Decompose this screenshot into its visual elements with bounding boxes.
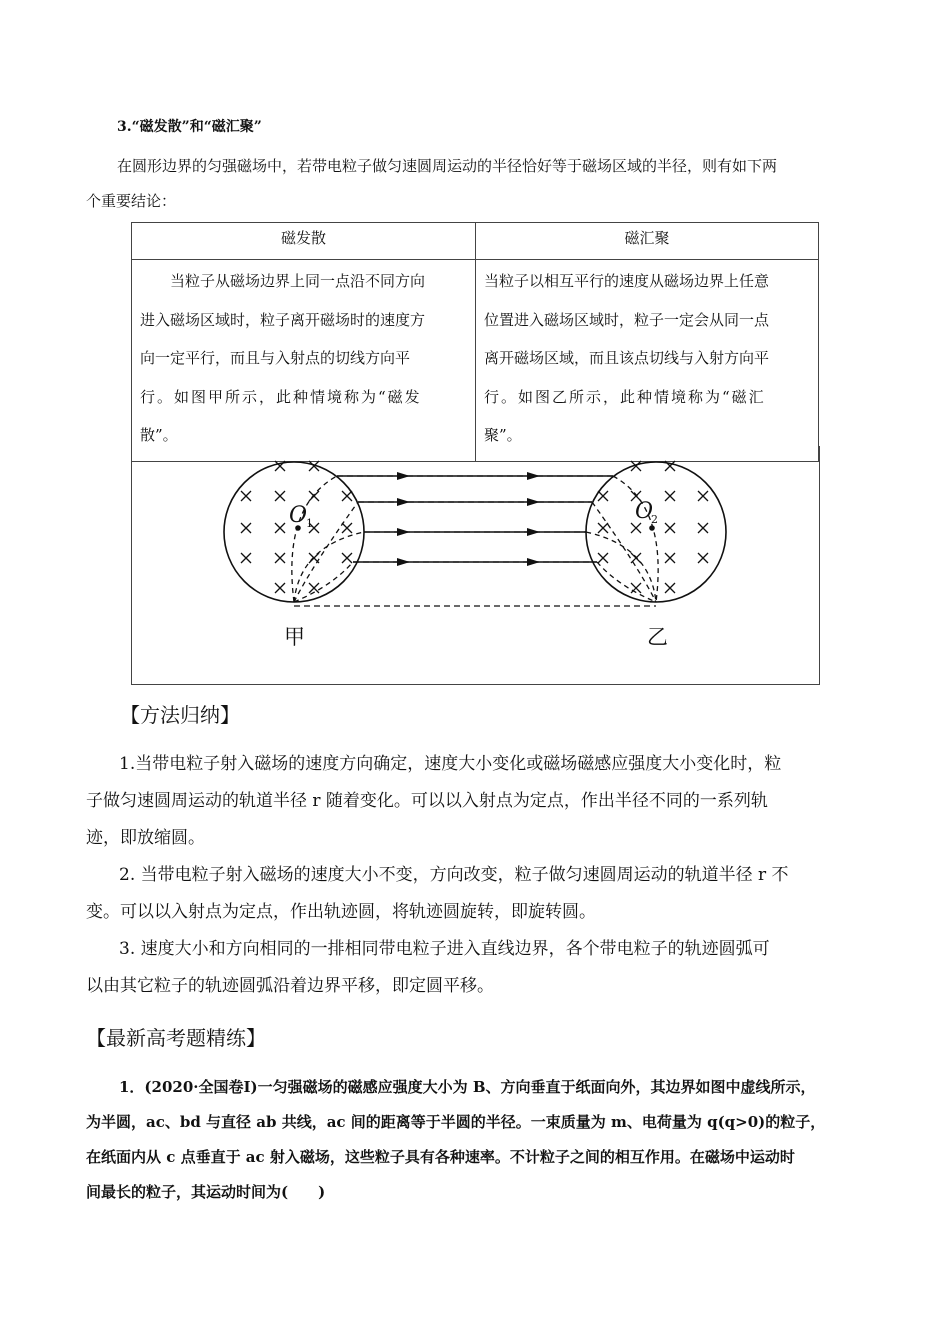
center-sub-left: 1 [306,517,313,530]
header-convergence: 磁汇聚 [476,223,819,260]
arrow-heads [397,472,540,566]
header-divergence: 磁发散 [132,223,476,260]
comparison-table [131,222,819,462]
center-label-right: O [635,499,654,524]
question-1-line-3: 在纸面内从 c 点垂直于 ac 射入磁场，这些粒子具有各种速率。不计粒子之间的相互作用。在磁场中运动时 [86,1148,795,1166]
div-line: 散”。 [140,426,178,444]
intro-line-1: 在圆形边界的匀强磁场中，若带电粒子做匀速圆周运动的半径恰好等于磁场区域的半径，则有如下两 [117,157,778,175]
conv-line: 聚”。 [484,426,522,444]
parallel-velocity-lines [337,476,613,562]
method-p3-l1: 3. 速度大小和方向相同的一排相同带电粒子进入直线边界，各个带电粒子的轨迹圆弧可 [119,939,770,959]
method-p1-l1: 1.当带电粒子射入磁场的速度方向确定，速度大小变化或磁场磁感应强度大小变化时，粒 [119,754,782,774]
method-p2-l1: 2. 当带电粒子射入磁场的速度大小不变，方向改变，粒子做匀速圆周运动的轨道半径 r 不 [119,865,789,885]
figure-label-yi: 乙 [647,625,668,649]
method-p1-l2: 子做匀速圆周运动的轨道半径 r 随着变化。可以以入射点为定点，作出半径不同的一系列轨 [86,791,768,811]
intro-line-2: 个重要结论： [86,192,177,210]
div-line: 向一定平行，而且与入射点的切线方向平 [140,349,411,367]
method-p3-l2: 以由其它粒子的轨迹圆弧沿着边界平移，即定圆平移。 [86,976,494,996]
magnetic-field-diagram [132,446,819,684]
div-line: 行。如图甲所示，此种情境称为“磁发 [140,387,422,406]
center-label-left: O [289,503,308,528]
question-1-line-2: 为半圆，ac、bd 与直径 ab 共线，ac 间的距离等于半圆的半径。一束质量为 m、电荷量为 q(q>0)的粒子， [86,1113,826,1131]
conv-line: 行。如图乙所示，此种情境称为“磁汇 [484,387,766,406]
div-line: 进入磁场区域时，粒子离开磁场时的速度方 [140,310,426,329]
cell-convergence [476,260,819,462]
conv-line: 当粒子以相互平行的速度从磁场边界上任意 [484,272,770,290]
cell-divergence [132,260,476,462]
method-title: 【方法归纳】 [120,703,240,727]
exercise-title: 【最新高考题精练】 [86,1026,266,1050]
method-p2-l2: 变。可以以入射点为定点，作出轨迹圆，将轨迹圆旋转，即旋转圆。 [86,902,596,922]
center-sub-right: 2 [651,513,658,526]
question-1-line-1: 1．(2020·全国卷Ⅰ)一匀强磁场的磁感应强度大小为 B、方向垂直于纸面向外，其边界如图中虚线所示， [119,1078,816,1096]
conv-line: 离开磁场区域，而且该点切线与入射方向平 [484,349,770,367]
question-1-line-4: 间最长的粒子，其运动时间为( ) [86,1183,326,1201]
conv-line: 位置进入磁场区域时，粒子一定会从同一点 [484,310,770,329]
figure-box [131,446,820,685]
div-line: 当粒子从磁场边界上同一点沿不同方向 [170,272,426,290]
figure-label-jia: 甲 [284,625,305,649]
section-heading: 3.“磁发散”和“磁汇聚” [117,119,262,135]
method-p1-l3: 迹，即放缩圆。 [86,828,205,848]
center-dot-right [649,525,655,531]
